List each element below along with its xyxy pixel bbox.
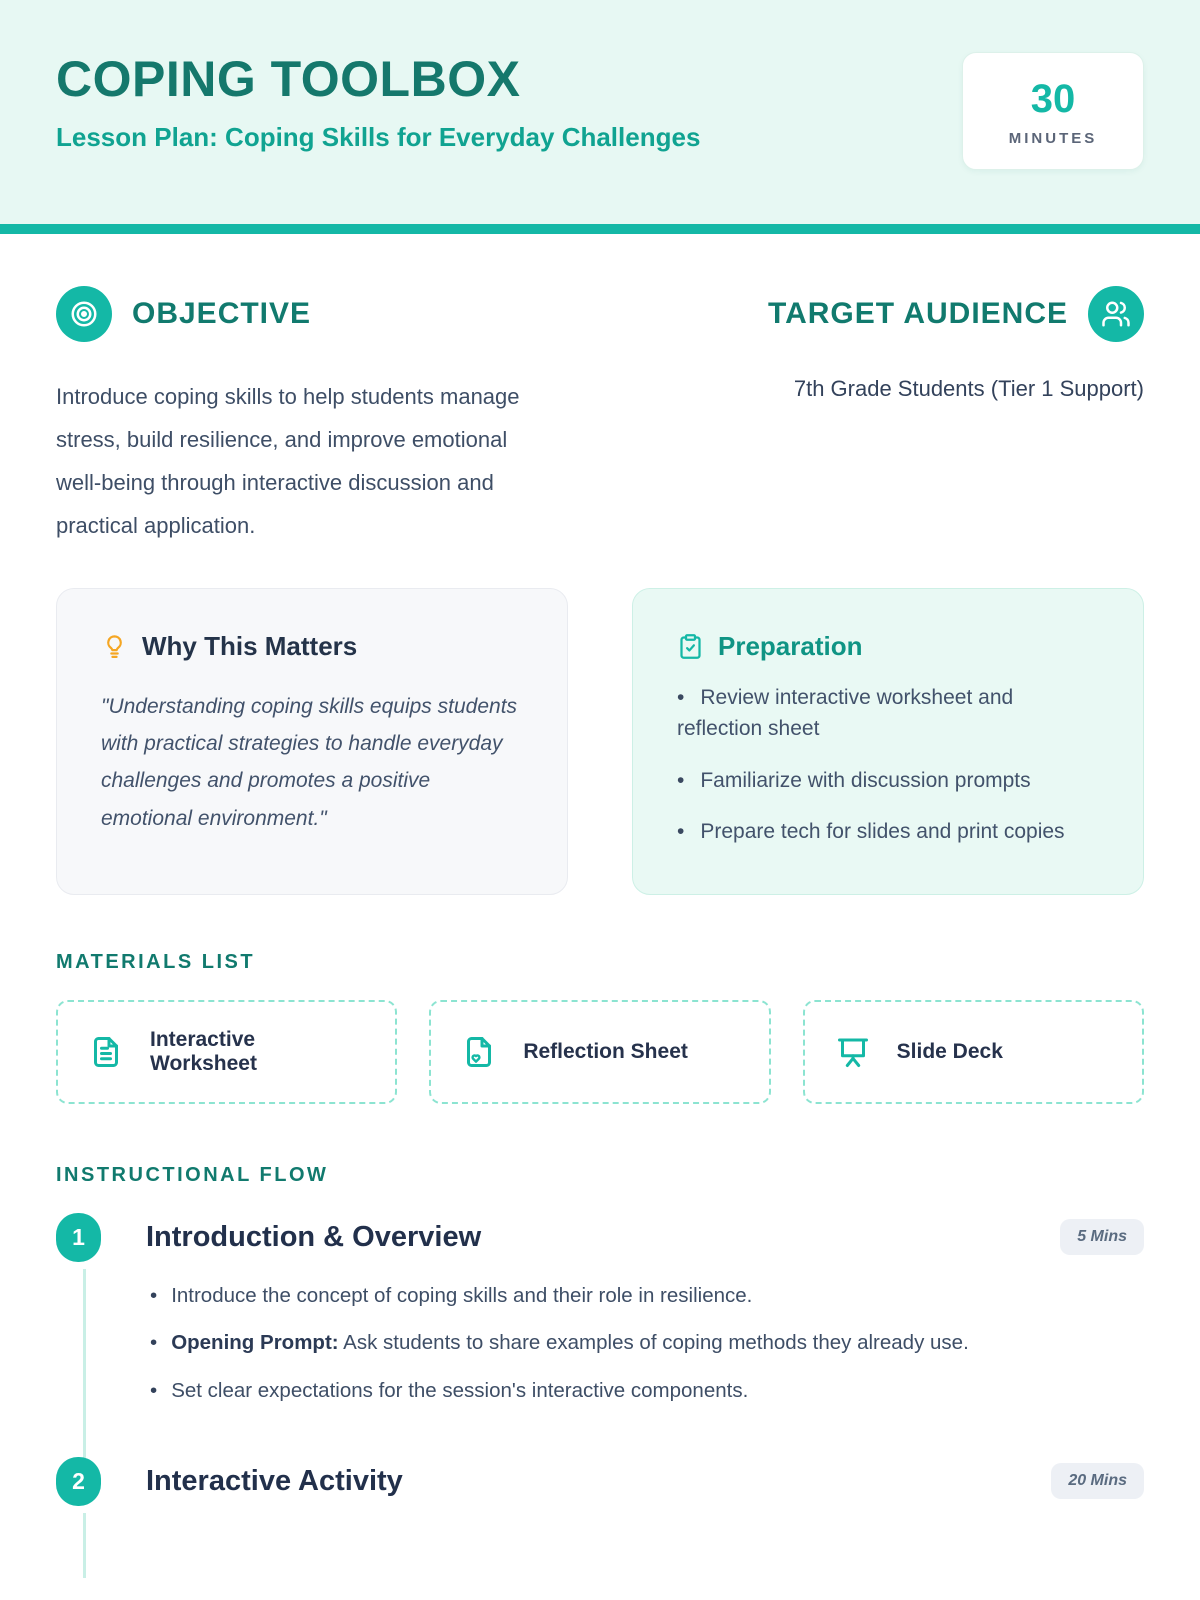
bullet-text <box>171 1282 752 1310</box>
duration-card <box>962 52 1144 170</box>
bullet-dot: • <box>677 685 685 709</box>
slide-deck-icon <box>835 1034 871 1070</box>
bullet-dot: • <box>150 1331 158 1355</box>
materials-row <box>56 1000 1144 1104</box>
step-number-badge: 2 <box>56 1457 101 1506</box>
material-label: Interactive Worksheet <box>150 1027 257 1075</box>
step-header <box>146 1457 1144 1506</box>
preparation-heading-group <box>677 631 1099 662</box>
objective-audience-headings <box>56 286 1144 342</box>
audience-text: 7th Grade Students (Tier 1 Support) <box>793 376 1144 401</box>
header-title-block <box>56 52 700 153</box>
bullet-text <box>171 1329 969 1357</box>
preparation-item-text: Prepare tech for slides and print copies <box>700 820 1065 844</box>
step-number-badge: 1 <box>56 1213 101 1262</box>
header-accent-bar <box>0 224 1200 234</box>
material-label: Slide Deck <box>896 1039 1003 1063</box>
preparation-card <box>632 588 1144 895</box>
info-cards-row <box>56 588 1144 895</box>
preparation-item <box>677 765 1099 797</box>
flow-step <box>56 1457 1144 1544</box>
bullet-dot: • <box>677 768 685 792</box>
preparation-item <box>677 682 1099 745</box>
lightbulb-icon <box>101 633 128 660</box>
material-card <box>56 1000 397 1104</box>
step-duration-badge: 20 Mins <box>1051 1463 1144 1499</box>
why-matters-quote: "Understanding coping skills equips students with practical strategies to handle everyday challenges and promotes a positive emotional environment." <box>101 694 518 830</box>
step-bullet <box>146 1282 1144 1310</box>
materials-heading: MATERIALS LIST <box>56 950 256 973</box>
step-header <box>146 1213 1144 1262</box>
preparation-list <box>677 682 1099 848</box>
steps-list <box>56 1213 1144 1544</box>
target-icon <box>56 286 112 342</box>
bullet-body: Introduce the concept of coping skills and their role in resilience. <box>171 1283 753 1307</box>
main-content <box>0 286 1200 1544</box>
users-icon <box>1088 286 1144 342</box>
why-matters-heading-group <box>101 631 523 662</box>
preparation-item <box>677 816 1099 848</box>
bullet-body: Set clear expectations for the session's interactive components. <box>171 1378 749 1402</box>
bullet-body: Ask students to share examples of coping methods they already use. <box>338 1331 969 1355</box>
step-title: Introduction & Overview <box>146 1220 482 1253</box>
preparation-item-text: Familiarize with discussion prompts <box>700 768 1031 792</box>
step-bullets <box>146 1282 1144 1405</box>
material-icon-slot <box>88 1034 124 1070</box>
step-bullet <box>146 1377 1144 1405</box>
objective-heading: OBJECTIVE <box>132 297 312 330</box>
audience-heading: TARGET AUDIENCE <box>768 297 1068 330</box>
preparation-heading: Preparation <box>718 630 863 661</box>
material-icon-slot <box>461 1034 497 1070</box>
instructional-flow-section <box>56 1164 1144 1544</box>
worksheet-icon <box>88 1034 124 1070</box>
duration-unit: MINUTES <box>1008 130 1098 147</box>
step-bullet <box>146 1329 1144 1357</box>
material-card <box>803 1000 1144 1104</box>
objective-heading-group <box>56 286 311 342</box>
step-duration-badge: 5 Mins <box>1060 1219 1144 1255</box>
bullet-dot: • <box>150 1378 158 1402</box>
bullet-text <box>171 1377 748 1405</box>
material-card <box>429 1000 770 1104</box>
audience-heading-group <box>768 286 1144 342</box>
page-subtitle: Lesson Plan: Coping Skills for Everyday Challenges <box>56 122 701 152</box>
bullet-bold-prefix: Opening Prompt: <box>171 1331 339 1355</box>
reflection-sheet-icon <box>461 1034 497 1070</box>
flow-step <box>56 1213 1144 1431</box>
page-title: COPING TOOLBOX <box>56 51 521 107</box>
clipboard-check-icon <box>677 633 704 660</box>
why-matters-heading: Why This Matters <box>142 630 358 661</box>
material-label: Reflection Sheet <box>523 1039 688 1063</box>
bullet-dot: • <box>677 820 685 844</box>
objective-text: Introduce coping skills to help students manage stress, build resilience, and improve emotional well-being through interactive discussion and practical application. <box>56 384 520 538</box>
material-icon-slot <box>835 1034 871 1070</box>
bullet-dot: • <box>150 1283 158 1307</box>
materials-section <box>56 951 1144 1104</box>
duration-value: 30 <box>1030 77 1076 121</box>
page-header <box>0 0 1200 224</box>
objective-audience-texts <box>56 376 1144 548</box>
preparation-item-text: Review interactive worksheet and reflection sheet <box>677 685 1014 741</box>
flow-heading: INSTRUCTIONAL FLOW <box>56 1163 329 1186</box>
step-title: Interactive Activity <box>146 1464 403 1497</box>
why-matters-card <box>56 588 568 895</box>
